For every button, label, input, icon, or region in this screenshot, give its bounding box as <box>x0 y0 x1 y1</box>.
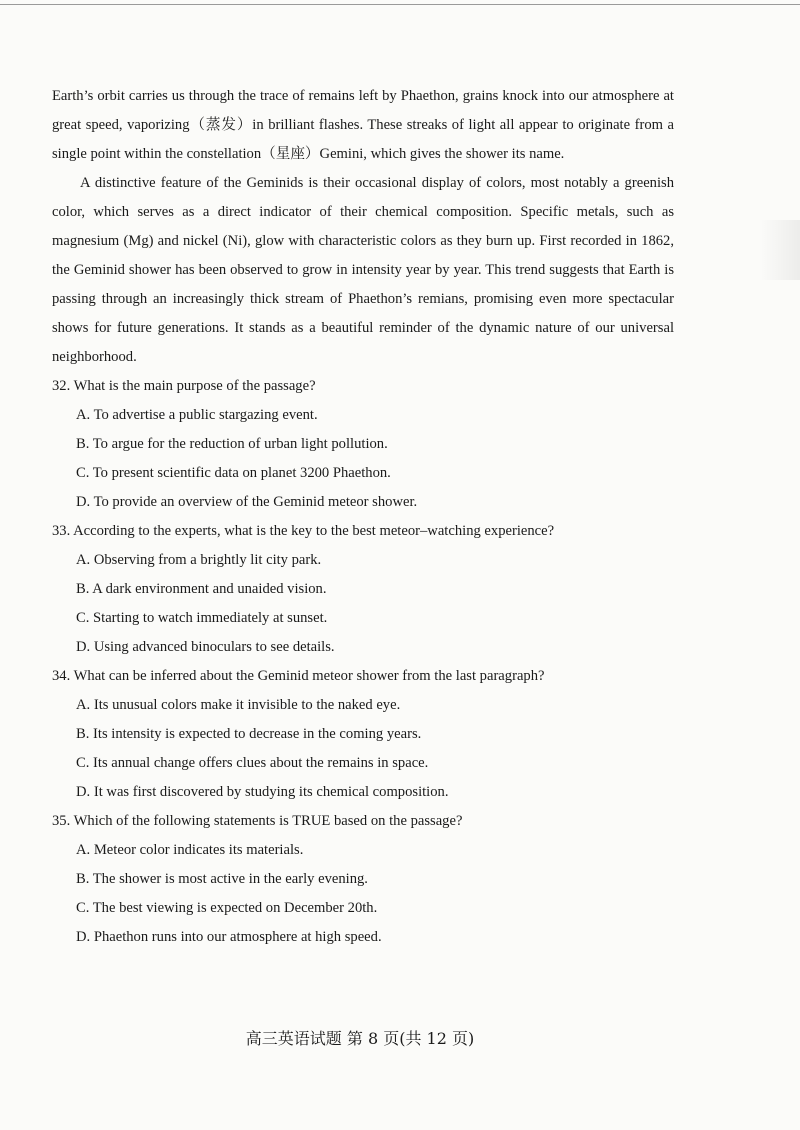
option-b: B. Its intensity is expected to decrease in the coming years. <box>76 726 422 742</box>
question-34 <box>52 662 674 807</box>
exam-page <box>52 82 674 952</box>
option-b: B. To argue for the reduction of urban light pollution. <box>76 436 388 452</box>
option-b: B. A dark environment and unaided vision. <box>76 581 327 597</box>
option-list <box>52 691 674 807</box>
question-33 <box>52 517 674 662</box>
option-a: A. To advertise a public stargazing event. <box>76 407 318 423</box>
option-a: A. Its unusual colors make it invisible to the naked eye. <box>76 697 401 713</box>
option-d: D. To provide an overview of the Geminid meteor shower. <box>76 494 418 510</box>
option-b: B. The shower is most active in the early evening. <box>76 871 368 887</box>
option-c: C. Its annual change offers clues about the remains in space. <box>76 755 429 771</box>
option-list <box>52 836 674 952</box>
option-c: C. The best viewing is expected on December 20th. <box>76 900 378 916</box>
option-d: D. It was first discovered by studying its chemical composition. <box>76 784 449 800</box>
page-footer: 高三英语试题 第 8 页(共 12 页) <box>245 1029 475 1048</box>
option-list <box>52 546 674 662</box>
question-32 <box>52 372 674 517</box>
scan-shadow <box>760 220 800 280</box>
question-35 <box>52 807 674 952</box>
option-d: D. Using advanced binoculars to see details. <box>76 639 335 655</box>
top-rule <box>0 4 800 5</box>
option-a: A. Meteor color indicates its materials. <box>76 842 304 858</box>
option-list <box>52 401 674 517</box>
passage-paragraph: A distinctive feature of the Geminids is their occasional display of colors, most notably a greenish color, which serves as a direct indicator of their chemical composition. Specific metals, such as magnesium (Mg) and nickel (Ni), glow with characteristic colors as they burn up. First recorded in 1862, the Geminid shower has been observed to grow in intensity year by year. This trend suggests that Earth is passing through an increasingly thick stream of Phaethon’s remians, promising even more spectacular shows for future generations. It stands as a beautiful reminder of the dynamic nature of our universal neighborhood. <box>52 175 674 365</box>
question-stem: 35. Which of the following statements is TRUE based on the passage? <box>52 813 463 829</box>
option-c: C. Starting to watch immediately at sunset. <box>76 610 328 626</box>
option-a: A. Observing from a brightly lit city park. <box>76 552 322 568</box>
question-stem: 34. What can be inferred about the Geminid meteor shower from the last paragraph? <box>52 668 545 684</box>
passage-paragraph: Earth’s orbit carries us through the trace of remains left by Phaethon, grains knock into our atmosphere at great speed, vaporizing（蒸发）in brilliant flashes. These streaks of light all appear to originate from a single point within the constellation（星座）Gemini, which gives the shower its name. <box>52 88 674 162</box>
question-stem: 32. What is the main purpose of the passage? <box>52 378 316 394</box>
option-c: C. To present scientific data on planet 3200 Phaethon. <box>76 465 391 481</box>
question-stem: 33. According to the experts, what is the key to the best meteor–watching experience? <box>52 523 555 539</box>
option-d: D. Phaethon runs into our atmosphere at high speed. <box>76 929 382 945</box>
